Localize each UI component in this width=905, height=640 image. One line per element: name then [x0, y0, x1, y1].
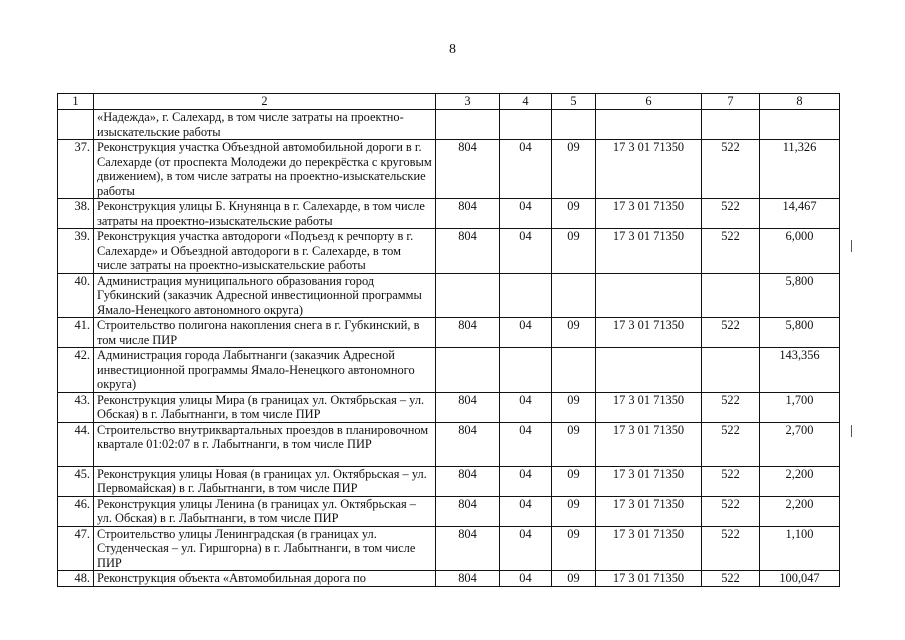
row-number-cell: 43. — [58, 392, 94, 422]
row-section-cell: 04 — [500, 199, 552, 229]
scan-margin-mark — [851, 425, 852, 437]
table-row — [58, 526, 840, 571]
table-row — [58, 466, 840, 496]
row-subsection-cell: 09 — [552, 526, 596, 571]
row-target-article-cell — [596, 348, 702, 393]
row-target-article-cell: 17 3 01 71350 — [596, 526, 702, 571]
budget-table — [57, 93, 840, 587]
header-cell: 8 — [760, 94, 840, 110]
row-section-cell: 04 — [500, 496, 552, 526]
row-target-article-cell: 17 3 01 71350 — [596, 318, 702, 348]
header-cell: 1 — [58, 94, 94, 110]
row-expense-type-cell: 522 — [702, 229, 760, 274]
row-code-cell: 804 — [436, 571, 500, 587]
row-expense-type-cell: 522 — [702, 526, 760, 571]
row-subsection-cell: 09 — [552, 392, 596, 422]
row-expense-type-cell: 522 — [702, 140, 760, 199]
row-target-article-cell: 17 3 01 71350 — [596, 466, 702, 496]
row-subsection-cell: 09 — [552, 140, 596, 199]
scan-margin-mark — [851, 240, 852, 252]
row-section-cell: 04 — [500, 526, 552, 571]
row-name-cell: Строительство внутриквартальных проездов в планировочном квартале 01:02:07 в г. Лабытнанги, в том числе ПИР — [94, 422, 436, 466]
row-amount-cell — [760, 110, 840, 140]
header-cell: 4 — [500, 94, 552, 110]
row-name-cell: Строительство улицы Ленинградская (в границах ул. Студенческая – ул. Гиршгорна) в г. Лабытнанги, в том числе ПИР — [94, 526, 436, 571]
row-expense-type-cell: 522 — [702, 422, 760, 466]
table-row — [58, 140, 840, 199]
row-subsection-cell — [552, 273, 596, 318]
row-expense-type-cell — [702, 348, 760, 393]
row-target-article-cell: 17 3 01 71350 — [596, 422, 702, 466]
table-row — [58, 110, 840, 140]
row-code-cell: 804 — [436, 496, 500, 526]
row-section-cell — [500, 273, 552, 318]
row-amount-cell: 2,200 — [760, 496, 840, 526]
row-subsection-cell: 09 — [552, 229, 596, 274]
row-expense-type-cell: 522 — [702, 392, 760, 422]
table-row — [58, 422, 840, 466]
row-name-cell: Реконструкция улицы Мира (в границах ул. Октябрьская – ул. Обская) в г. Лабытнанги, в том числе ПИР — [94, 392, 436, 422]
table-row — [58, 496, 840, 526]
row-name-cell: Реконструкция улицы Новая (в границах ул. Октябрьская – ул. Первомайская) в г. Лабытнанги, в том числе ПИР — [94, 466, 436, 496]
row-target-article-cell — [596, 110, 702, 140]
row-target-article-cell: 17 3 01 71350 — [596, 229, 702, 274]
row-name-cell: Реконструкция участка Объездной автомобильной дороги в г. Салехарде (от проспекта Молодежи до перекрёстка с круговым движением), в том числе затраты на проектно-изыскательские работы — [94, 140, 436, 199]
row-amount-cell: 143,356 — [760, 348, 840, 393]
row-section-cell: 04 — [500, 466, 552, 496]
row-subsection-cell: 09 — [552, 318, 596, 348]
row-subsection-cell — [552, 110, 596, 140]
row-code-cell — [436, 273, 500, 318]
row-code-cell: 804 — [436, 318, 500, 348]
row-code-cell — [436, 348, 500, 393]
row-amount-cell: 100,047 — [760, 571, 840, 587]
row-amount-cell: 1,100 — [760, 526, 840, 571]
row-target-article-cell: 17 3 01 71350 — [596, 140, 702, 199]
row-name-cell: Администрация города Лабытнанги (заказчик Адресной инвестиционной программы Ямало-Ненецкого автономного округа) — [94, 348, 436, 393]
row-expense-type-cell: 522 — [702, 199, 760, 229]
row-subsection-cell — [552, 348, 596, 393]
row-expense-type-cell — [702, 273, 760, 318]
table-row — [58, 273, 840, 318]
row-target-article-cell: 17 3 01 71350 — [596, 571, 702, 587]
row-amount-cell: 2,700 — [760, 422, 840, 466]
row-amount-cell: 5,800 — [760, 273, 840, 318]
row-amount-cell: 1,700 — [760, 392, 840, 422]
row-target-article-cell: 17 3 01 71350 — [596, 199, 702, 229]
row-expense-type-cell: 522 — [702, 571, 760, 587]
row-amount-cell: 2,200 — [760, 466, 840, 496]
row-section-cell: 04 — [500, 318, 552, 348]
row-subsection-cell: 09 — [552, 199, 596, 229]
row-number-cell: 42. — [58, 348, 94, 393]
row-number-cell: 37. — [58, 140, 94, 199]
row-expense-type-cell — [702, 110, 760, 140]
row-code-cell: 804 — [436, 229, 500, 274]
row-section-cell: 04 — [500, 571, 552, 587]
row-name-cell: Реконструкция улицы Ленина (в границах ул. Октябрьская – ул. Обская) в г. Лабытнанги, в том числе ПИР — [94, 496, 436, 526]
row-number-cell: 47. — [58, 526, 94, 571]
row-code-cell: 804 — [436, 199, 500, 229]
header-cell: 6 — [596, 94, 702, 110]
row-section-cell: 04 — [500, 140, 552, 199]
row-number-cell: 44. — [58, 422, 94, 466]
row-amount-cell: 14,467 — [760, 199, 840, 229]
row-name-cell: Реконструкция улицы Б. Кнунянца в г. Салехарде, в том числе затраты на проектно-изыскательские работы — [94, 199, 436, 229]
row-code-cell: 804 — [436, 526, 500, 571]
row-expense-type-cell: 522 — [702, 496, 760, 526]
row-section-cell: 04 — [500, 422, 552, 466]
header-cell: 5 — [552, 94, 596, 110]
row-target-article-cell: 17 3 01 71350 — [596, 392, 702, 422]
row-number-cell: 48. — [58, 571, 94, 587]
table-row — [58, 348, 840, 393]
row-number-cell: 40. — [58, 273, 94, 318]
header-cell: 7 — [702, 94, 760, 110]
row-code-cell: 804 — [436, 422, 500, 466]
row-section-cell — [500, 348, 552, 393]
row-code-cell — [436, 110, 500, 140]
row-name-cell: «Надежда», г. Салехард, в том числе затраты на проектно-изыскательские работы — [94, 110, 436, 140]
header-cell: 3 — [436, 94, 500, 110]
table-row — [58, 199, 840, 229]
row-section-cell: 04 — [500, 392, 552, 422]
row-target-article-cell: 17 3 01 71350 — [596, 496, 702, 526]
row-code-cell: 804 — [436, 392, 500, 422]
header-cell: 2 — [94, 94, 436, 110]
row-name-cell: Реконструкция участка автодороги «Подъезд к речпорту в г. Салехарде» и Объездной автодороги в г. Салехарде, в том числе затраты на проектно-изыскательские работы — [94, 229, 436, 274]
row-name-cell: Строительство полигона накопления снега в г. Губкинский, в том числе ПИР — [94, 318, 436, 348]
row-number-cell: 38. — [58, 199, 94, 229]
row-expense-type-cell: 522 — [702, 318, 760, 348]
row-subsection-cell: 09 — [552, 466, 596, 496]
page-number: 8 — [449, 42, 456, 57]
row-section-cell: 04 — [500, 229, 552, 274]
table-row — [58, 571, 840, 587]
table-row — [58, 318, 840, 348]
row-subsection-cell: 09 — [552, 571, 596, 587]
row-name-cell: Администрация муниципального образования город Губкинский (заказчик Адресной инвестиционной программы Ямало-Ненецкого автономного округа) — [94, 273, 436, 318]
row-number-cell: 46. — [58, 496, 94, 526]
row-number-cell: 41. — [58, 318, 94, 348]
row-number-cell — [58, 110, 94, 140]
row-number-cell: 39. — [58, 229, 94, 274]
row-amount-cell: 6,000 — [760, 229, 840, 274]
table-header-row — [58, 94, 840, 110]
row-target-article-cell — [596, 273, 702, 318]
row-subsection-cell: 09 — [552, 496, 596, 526]
row-expense-type-cell: 522 — [702, 466, 760, 496]
row-code-cell: 804 — [436, 466, 500, 496]
row-section-cell — [500, 110, 552, 140]
table-row — [58, 229, 840, 274]
row-subsection-cell: 09 — [552, 422, 596, 466]
row-amount-cell: 11,326 — [760, 140, 840, 199]
row-name-cell: Реконструкция объекта «Автомобильная дорога по — [94, 571, 436, 587]
row-amount-cell: 5,800 — [760, 318, 840, 348]
row-number-cell: 45. — [58, 466, 94, 496]
table-row — [58, 392, 840, 422]
row-code-cell: 804 — [436, 140, 500, 199]
